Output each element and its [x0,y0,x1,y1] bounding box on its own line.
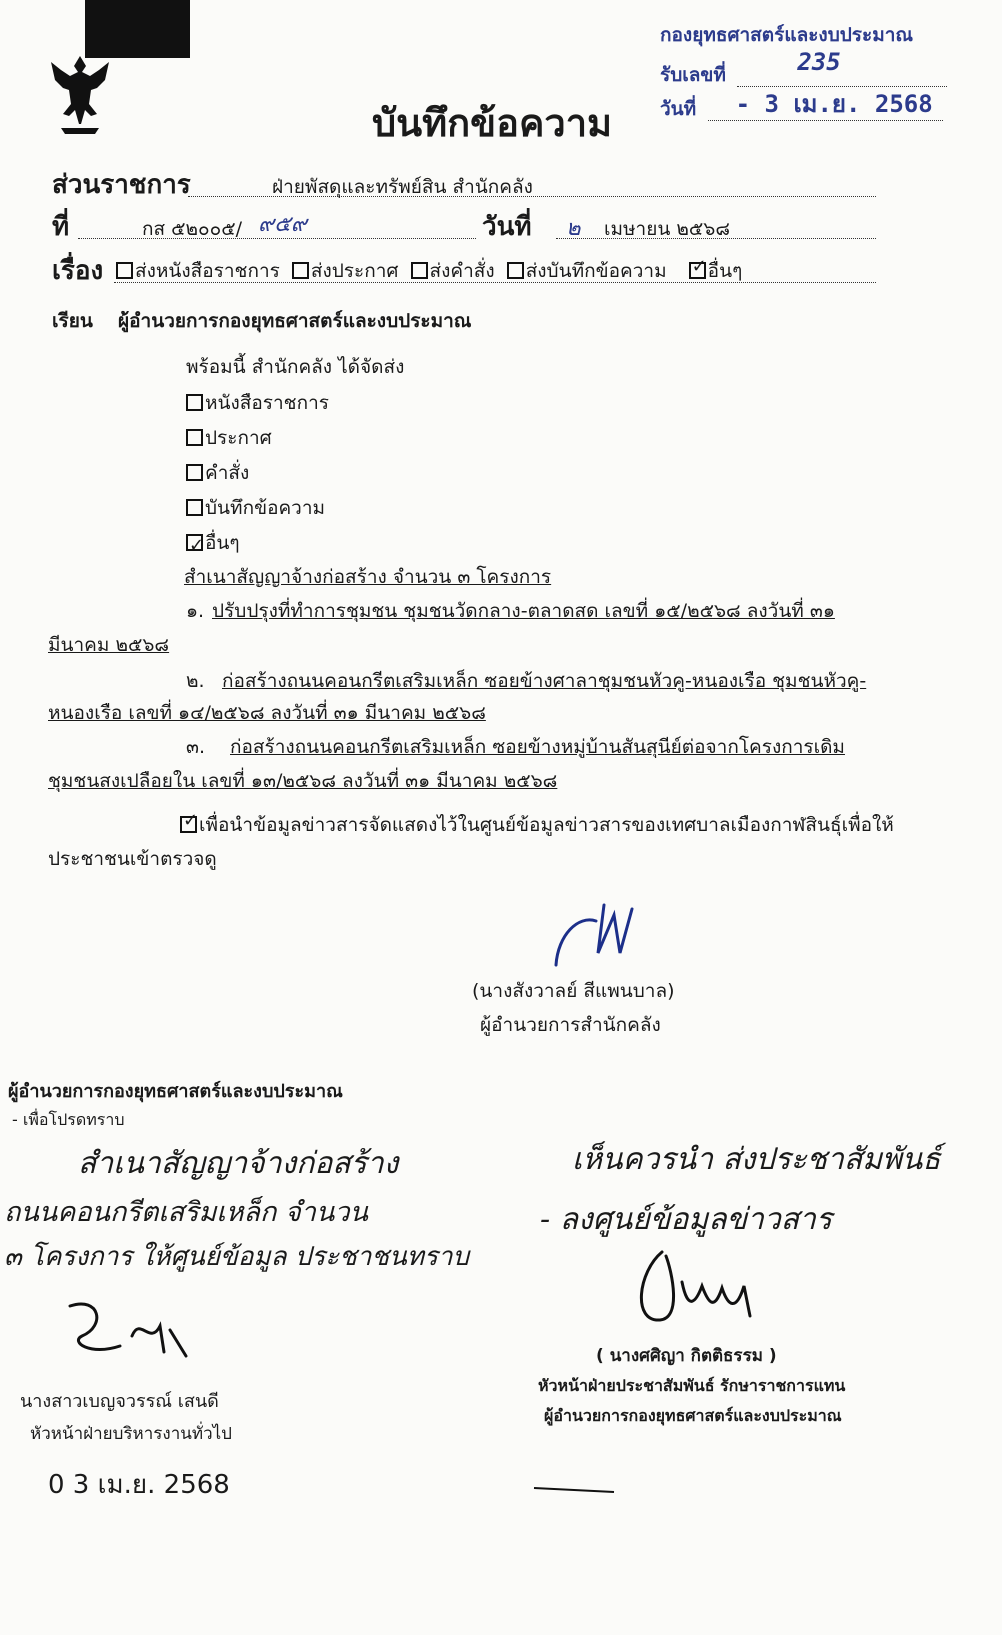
right-note-handwriting-1: เห็นควรนำ ส่งประชาสัมพันธ์ [572,1142,941,1177]
agency-value: ฝ่ายพัสดุและทรัพย์สิน สำนักคลัง [272,176,533,198]
subject-option[interactable]: ✓ อื่นๆ [689,260,743,282]
list-item[interactable]: ประกาศ [186,421,329,456]
purpose-line2: ประชาชนเข้าตรวจดู [48,848,217,870]
agency-label: ส่วนราชการ [52,170,191,200]
project-1-line2: มีนาคม ๒๕๖๘ [48,634,170,656]
list-item[interactable]: บันทึกข้อความ [186,491,329,526]
receipt-stamp [660,20,913,50]
date-day-handwritten: ๒ [566,216,581,241]
bottom-stroke [530,1478,620,1498]
date-label: วันที่ [482,212,532,242]
to-label: เรียน [52,310,93,332]
purpose-line1: ✓เพื่อนำข้อมูลข่าวสารจัดแสดงไว้ในศูนย์ข้อมูลข่าวสารของเทศบาลเมืองกาฬสินธุ์เพื่อให้ [180,810,894,840]
left-note-handwriting-3: ๓ โครงการ ให้ศูนย์ข้อมูล ประชาชนทราบ [4,1242,470,1272]
project-3-num: ๓. [186,736,206,758]
date-value: เมษายน ๒๕๖๘ [604,218,730,240]
signature-finance-director [548,895,658,975]
subject-options [116,256,742,286]
project-1-num: ๑. [186,600,205,622]
checkbox-icon[interactable] [186,394,203,411]
stamp-date-label: วันที่ [660,98,697,120]
project-2-num: ๒. [186,670,205,692]
signer-position: ผู้อำนวยการสำนักคลัง [480,1014,661,1036]
signature-right [632,1242,772,1332]
stamp-date-value: - 3 เม.ย. 2568 [735,90,933,118]
project-3-line2: ชุมชนสงเปลือยใน เลขที่ ๑๓/๒๕๖๘ ลงวันที่ ๓๑ มีนาคม ๒๕๖๘ [48,770,558,792]
stamp-receive-label: รับเลขที่ [660,64,726,86]
list-item[interactable]: หนังสือราชการ [186,386,329,421]
doc-number-handwritten: ๙๕๙ [258,212,307,237]
subject-option[interactable]: ส่งบันทึกข้อความ [507,260,667,282]
left-note-to: ผู้อำนวยการกองยุทธศาสตร์และงบประมาณ [8,1081,343,1102]
subject-label: เรื่อง [52,256,104,286]
stamp-date-row [660,90,943,124]
checked-checkbox-icon[interactable] [186,534,203,551]
right-note-handwriting-2: - ลงศูนย์ข้อมูลข่าวสาร [540,1202,832,1237]
document-title: บันทึกข้อความ [372,101,613,145]
checkbox-icon[interactable] [186,429,203,446]
list-item[interactable]: คำสั่ง [186,456,329,491]
binder-clip [85,0,190,58]
signature-left [60,1296,200,1366]
checked-checkbox-icon[interactable] [689,262,706,279]
list-item[interactable]: ✓อื่นๆ [186,526,329,561]
garuda-emblem-icon [45,52,115,138]
checkbox-icon[interactable] [186,464,203,481]
subject-option[interactable]: ส่งประกาศ [292,260,399,282]
signer-name: (นางสังวาลย์ สีแพนบาล) [472,980,675,1002]
left-note-position: หัวหน้าฝ่ายบริหารงานทั่วไป [30,1424,232,1444]
subject-option[interactable]: ส่งหนังสือราชการ [116,260,280,282]
project-2-line2: หนองเรือ เลขที่ ๑๔/๒๕๖๘ ลงวันที่ ๓๑ มีนาคม ๒๕๖๘ [48,702,486,724]
left-note-handwriting-2: ถนนคอนกรีตเสริมเหล็ก จำนวน [4,1197,368,1228]
checkbox-icon[interactable] [507,262,524,279]
item-list [186,386,329,561]
to-value: ผู้อำนวยการกองยุทธศาสตร์และงบประมาณ [118,310,472,332]
left-note-purpose: - เพื่อโปรดทราบ [12,1110,125,1129]
checked-checkbox-icon[interactable] [180,816,197,833]
left-note-name: นางสาวเบญจวรรณ์ เสนดี [20,1391,219,1412]
doc-number-value: กส ๕๒๐๐๕/ [142,218,243,240]
checkbox-icon[interactable] [292,262,309,279]
checkbox-icon[interactable] [411,262,428,279]
right-note-name: ( นางศศิญา กิตติธรรม ) [596,1346,777,1366]
left-note-date: 0 3 เม.ย. 2568 [48,1470,230,1500]
checkbox-icon[interactable] [186,499,203,516]
intro-text: พร้อมนี้ สำนักคลัง ได้จัดส่ง [186,356,405,378]
doc-number-label: ที่ [52,212,70,242]
stamp-receive-number: 235 [797,48,841,76]
subject-option[interactable]: ส่งคำสั่ง [411,260,495,282]
right-note-position-1: หัวหน้าฝ่ายประชาสัมพันธ์ รักษาราชการแทน [538,1376,846,1395]
right-note-position-2: ผู้อำนวยการกองยุทธศาสตร์และงบประมาณ [544,1406,842,1425]
checkbox-icon[interactable] [116,262,133,279]
project-1-line1: ปรับปรุงที่ทำการชุมชน ชุมชนวัดกลาง-ตลาดสด เลขที่ ๑๕/๒๕๖๘ ลงวันที่ ๓๑ [212,600,835,622]
subject-line-text: สำเนาสัญญาจ้างก่อสร้าง จำนวน ๓ โครงการ [184,566,552,588]
project-3-line1: ก่อสร้างถนนคอนกรีตเสริมเหล็ก ซอยข้างหมู่บ้านสันสุนีย์ต่อจากโครงการเดิม [230,736,845,758]
project-2-line1: ก่อสร้างถนนคอนกรีตเสริมเหล็ก ซอยข้างศาลาชุมชนหัวคู-หนองเรือ ชุมชนหัวคู- [222,670,867,692]
stamp-org: กองยุทธศาสตร์และงบประมาณ [660,24,914,46]
left-note-handwriting-1: สำเนาสัญญาจ้างก่อสร้าง [78,1146,399,1181]
